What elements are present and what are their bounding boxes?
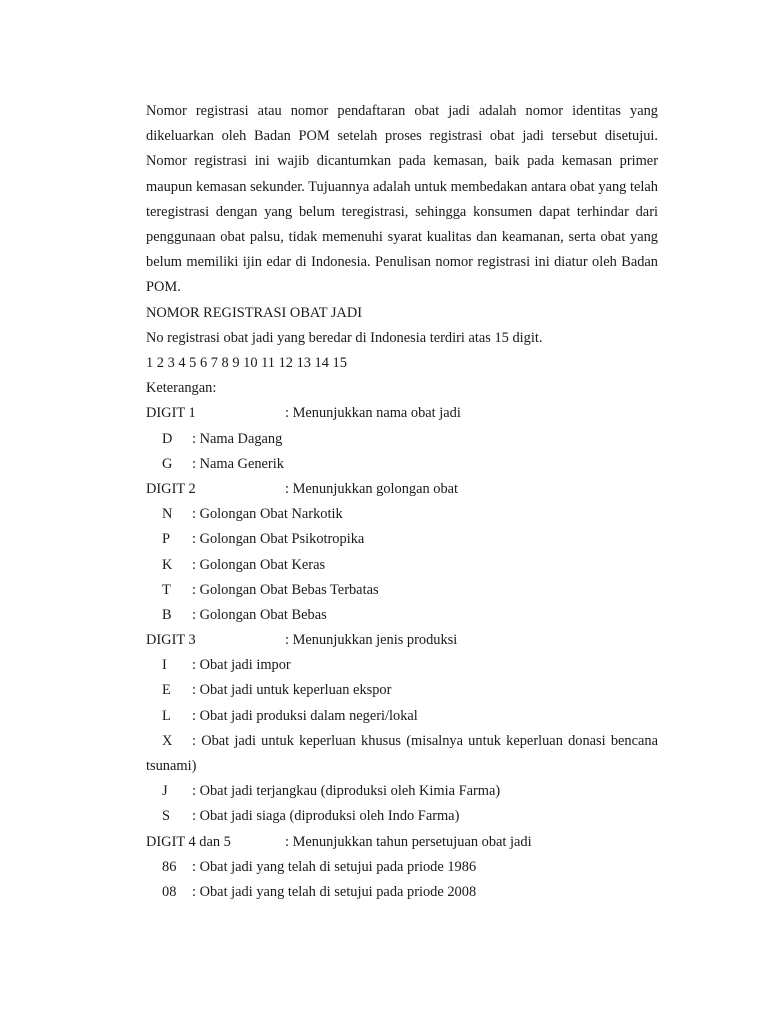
code-desc: : Golongan Obat Bebas Terbatas: [192, 581, 379, 598]
digit1-label: DIGIT 1: [146, 405, 196, 422]
code-desc: : Golongan Obat Narkotik: [192, 506, 343, 523]
digit-sequence: 1 2 3 4 5 6 7 8 9 10 11 12 13 14 15: [146, 355, 347, 371]
code-row: [146, 578, 658, 603]
code-row: [146, 779, 658, 804]
digit2-desc: : Menunjukkan golongan obat: [285, 480, 459, 497]
code-letter: S: [162, 808, 171, 825]
code-row: [146, 804, 658, 829]
code-desc: : Nama Generik: [192, 455, 284, 472]
code-letter: G: [162, 455, 173, 472]
digit2-row: [146, 477, 658, 502]
digits-intro: No registrasi obat jadi yang beredar di Indonesia terdiri atas 15 digit.: [146, 329, 543, 346]
code-row: [146, 678, 658, 703]
code-row: [146, 653, 658, 678]
code-letter: N: [162, 506, 173, 523]
code-desc: : Golongan Obat Psikotropika: [192, 531, 365, 548]
code-letter: L: [162, 707, 171, 724]
digit45-desc: : Menunjukkan tahun persetujuan obat jadi: [285, 833, 532, 850]
code-row: [146, 603, 658, 628]
code-row: [146, 527, 658, 552]
keterangan-label: Keterangan:: [146, 380, 217, 397]
code-desc: : Obat jadi terjangkau (diproduksi oleh Kimia Farma): [192, 783, 501, 800]
code-desc: : Nama Dagang: [192, 430, 283, 447]
code-desc: : Golongan Obat Bebas: [192, 606, 327, 623]
code-row: [146, 880, 658, 905]
code-desc: : Obat jadi yang telah di setujui pada priode 2008: [192, 883, 477, 900]
code-desc: : Obat jadi untuk keperluan khusus (misalnya untuk keperluan donasi bencana tsunami): [146, 732, 658, 775]
code-letter: I: [162, 657, 167, 674]
code-row: [146, 452, 658, 477]
code-row: [146, 427, 658, 452]
code-desc: : Obat jadi untuk keperluan ekspor: [192, 682, 392, 699]
code-row-wrapped: [146, 729, 658, 779]
code-letter: K: [162, 556, 173, 573]
intro-paragraph: Nomor registrasi atau nomor pendaftaran obat jadi adalah nomor identitas yang dikeluarkan oleh Badan POM setelah proses registrasi obat jadi tersebut disetujui. Nomor registrasi ini wajib dicantumkan pada kemasan, baik pada kemasan primer maupun kemasan sekunder. Tujuannya adalah untuk membedakan antara obat yang telah teregistrasi dengan yang belum teregistrasi, sehingga konsumen dapat terhindar dari penggunaan obat palsu, tidak memenuhi syarat kualitas dan keamanan, serta obat yang belum memiliki ijin edar di Indonesia. Penulisan nomor registrasi ini diatur oleh Badan POM.: [146, 103, 658, 296]
code-letter: E: [162, 682, 171, 699]
digit3-label: DIGIT 3: [146, 632, 196, 649]
digit2-label: DIGIT 2: [146, 480, 196, 497]
code-letter: J: [162, 783, 168, 800]
code-letter: B: [162, 606, 172, 623]
code-row: [146, 502, 658, 527]
code-letter: X: [162, 732, 173, 749]
digit45-row: [146, 830, 658, 855]
code-desc: : Golongan Obat Keras: [192, 556, 326, 573]
code-desc: : Obat jadi yang telah di setujui pada priode 1986: [192, 858, 477, 875]
section-heading: NOMOR REGISTRASI OBAT JADI: [146, 304, 363, 321]
code-desc: : Obat jadi siaga (diproduksi oleh Indo Farma): [192, 808, 460, 825]
code-row: [146, 704, 658, 729]
digit3-desc: : Menunjukkan jenis produksi: [285, 632, 458, 649]
code-letter: D: [162, 430, 173, 447]
code-desc: : Obat jadi produksi dalam negeri/lokal: [192, 707, 418, 724]
code-letter: P: [162, 531, 171, 548]
code-row: [146, 855, 658, 880]
digit3-row: [146, 628, 658, 653]
code-letter: T: [162, 581, 171, 598]
digit45-label: DIGIT 4 dan 5: [146, 833, 231, 850]
code-letter: 08: [162, 883, 177, 900]
digit1-desc: : Menunjukkan nama obat jadi: [285, 405, 461, 422]
digit1-row: [146, 401, 658, 426]
code-desc: : Obat jadi impor: [192, 657, 291, 674]
code-letter: 86: [162, 858, 177, 875]
code-row: [146, 553, 658, 578]
document-page: [146, 99, 658, 905]
